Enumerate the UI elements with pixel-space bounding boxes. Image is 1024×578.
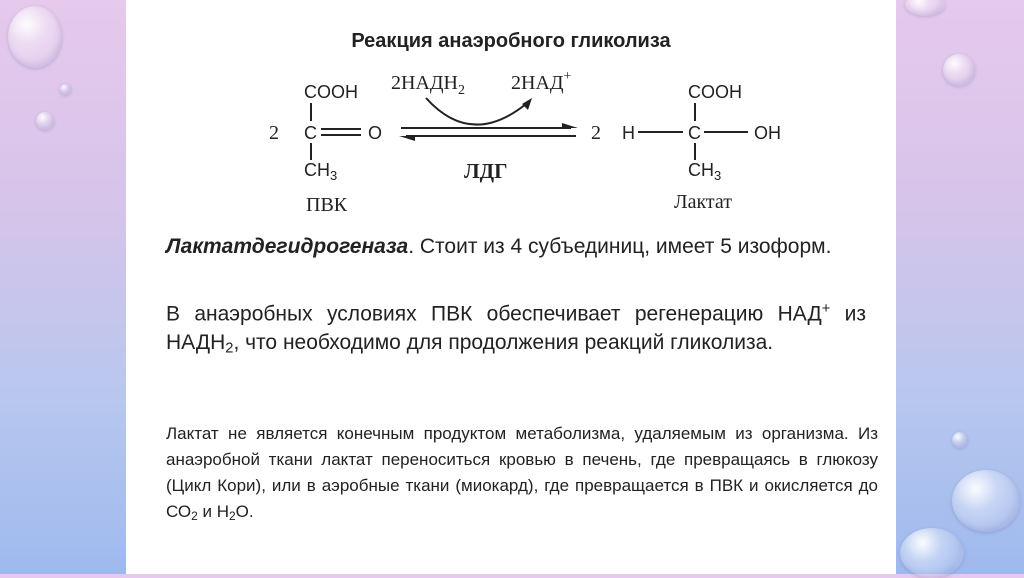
pvk-cooh-label: COOH [304,82,358,102]
h2o-sub: 2 [229,508,236,523]
decorative-bubble [952,470,1020,532]
anaerobic-text-b: из НАДН [166,302,866,355]
coefficient-right: 2 [591,122,601,144]
decorative-bubble [905,0,945,16]
decorative-bubble [952,432,968,448]
substrate-name: ПВК [306,194,348,216]
cofactor-curved-arrow [426,98,526,125]
lactate-text-b: и Н [197,502,229,521]
nad-plus-sup: + [821,301,831,317]
ldh-description: . Стоит из 4 субъединиц, имеет 5 изоформ. [408,235,832,258]
enzyme-label: ЛДГ [464,159,508,183]
reaction-scheme [126,0,896,230]
decorative-bubble [900,528,964,578]
paragraph-ldh [166,232,866,261]
paragraph-anaerobic [166,295,866,364]
slide-title: Реакция анаэробного гликолиза [351,30,671,52]
cofactor-nad: 2НАД+ [511,69,572,94]
product-name: Лактат [674,191,732,213]
co2-sub: 2 [191,508,198,523]
curved-arrow-head [522,98,532,110]
paragraph-lactate-fate [166,421,878,529]
decorative-bubble [8,6,62,68]
lactate-ch3-label: $CH_3$ [688,160,722,183]
cofactor-nadh: $2НАДН_2$ [391,72,465,98]
lactate-h-label: H [622,123,635,143]
coefficient-left: 2 [269,122,279,144]
nadh-sub: 2 [225,341,234,358]
decorative-bubble [36,112,54,130]
lactate-text-c: О. [235,502,254,521]
pvk-carbon-label: C [304,123,317,143]
forward-arrow-head [562,123,578,128]
lactate-text-a: Лактат не является конечным продуктом метаболизма, удаляемым из организма. Из анаэробной ткани лактат переноситься кровью в печень, где превращаясь в глюкозу (Цикл Кори), или в аэробные ткани (миокард), где превращается в ПВК и окисляется до СО [166,424,878,521]
lactate-cooh-label: COOH [688,82,742,102]
reverse-arrow-head [399,136,415,141]
ldh-term: Лактатдегидрогеназа [166,235,409,258]
anaerobic-text-c: , что необходимо для продолжения реакций гликолиза. [233,331,774,355]
anaerobic-text-a: В анаэробных условиях ПВК обеспечивает регенерацию НАД [166,302,822,326]
pvk-oxygen-label: O [368,123,383,143]
lactate-carbon-label: C [688,123,701,143]
lactate-oh-label: OH [754,123,781,143]
decorative-bubble [60,84,71,95]
slide-content [126,0,896,574]
pvk-ch3-label: $CH_3$ [304,160,338,183]
decorative-bubble [943,54,975,86]
